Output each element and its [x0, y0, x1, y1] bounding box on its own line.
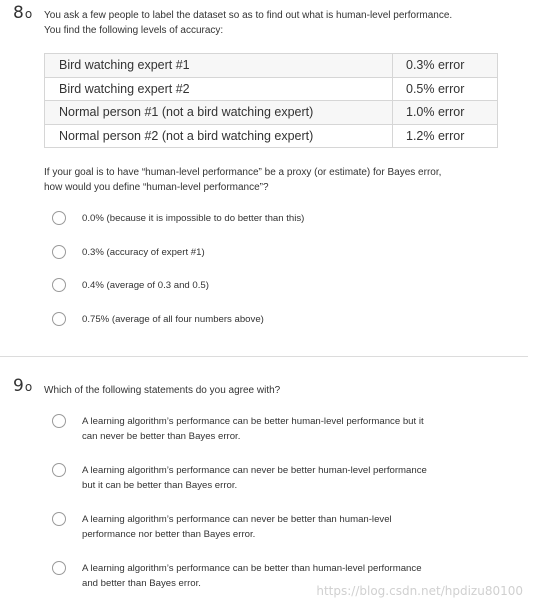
radio-button[interactable] — [52, 561, 66, 575]
answer-option[interactable] — [52, 312, 492, 327]
radio-button[interactable] — [52, 211, 66, 225]
option-label: 0.4% (average of 0.3 and 0.5) — [82, 280, 209, 291]
table-row — [45, 124, 498, 148]
table-row — [45, 101, 498, 125]
answer-option[interactable] — [52, 463, 492, 493]
answer-option[interactable] — [52, 414, 492, 444]
option-label: A learning algorithm’s performance can be better human-level performance but it can never be better than Bayes error. — [82, 416, 424, 442]
option-label: 0.75% (average of all four numbers above) — [82, 314, 264, 325]
question-line: If your goal is to have “human-level performance” be a proxy (or estimate) for Bayes error, — [44, 167, 442, 178]
option-label: 0.0% (because it is impossible to do better than this) — [82, 213, 305, 224]
table-cell-label: Normal person #1 (not a bird watching expert) — [45, 101, 393, 125]
radio-button[interactable] — [52, 278, 66, 292]
table-cell-value: 0.3% error — [393, 54, 498, 78]
answer-option[interactable] — [52, 211, 492, 226]
prompt-line: Which of the following statements do you agree with? — [44, 385, 281, 396]
radio-button[interactable] — [52, 463, 66, 477]
question-divider — [0, 356, 528, 357]
answer-option[interactable] — [52, 512, 492, 542]
table-cell-label: Normal person #2 (not a bird watching expert) — [45, 124, 393, 148]
watermark: https://blog.csdn.net/hpdizu80100 — [316, 584, 523, 598]
table-cell-label: Bird watching expert #2 — [45, 77, 393, 101]
option-label: 0.3% (accuracy of expert #1) — [82, 247, 205, 258]
accuracy-table — [44, 53, 498, 148]
table-cell-label: Bird watching expert #1 — [45, 54, 393, 78]
question-number: 9o — [13, 376, 33, 396]
radio-button[interactable] — [52, 512, 66, 526]
answer-option[interactable] — [52, 245, 492, 260]
option-label: A learning algorithm’s performance can be better than human-level performance and better than Bayes error. — [82, 563, 422, 589]
question-number: 8o — [13, 3, 33, 23]
radio-button[interactable] — [52, 245, 66, 259]
answer-option[interactable] — [52, 278, 492, 293]
table-row — [45, 54, 498, 78]
question-prompt — [44, 8, 514, 38]
option-label: A learning algorithm’s performance can never be better than human-level performance nor better than Bayes error. — [82, 514, 392, 540]
table-row — [45, 77, 498, 101]
question-prompt — [44, 383, 514, 398]
table-cell-value: 1.2% error — [393, 124, 498, 148]
prompt-line: You find the following levels of accuracy: — [44, 25, 224, 36]
option-label: A learning algorithm’s performance can never be better human-level performance but it can be better than Bayes error. — [82, 465, 427, 491]
radio-button[interactable] — [52, 312, 66, 326]
table-cell-value: 0.5% error — [393, 77, 498, 101]
radio-button[interactable] — [52, 414, 66, 428]
prompt-line: You ask a few people to label the dataset so as to find out what is human-level performance. — [44, 10, 453, 21]
table-cell-value: 1.0% error — [393, 101, 498, 125]
question-text — [44, 165, 514, 195]
question-line: how would you define “human-level performance”? — [44, 182, 269, 193]
